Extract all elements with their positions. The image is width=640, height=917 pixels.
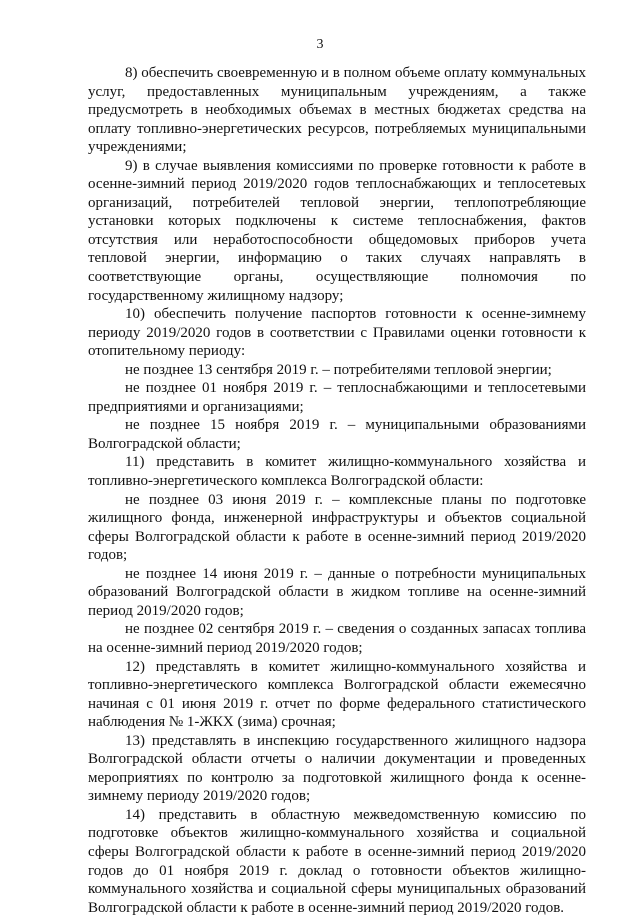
- deadline-heat-consumers: не позднее 13 сентября 2019 г. – потребителями тепловой энергии;: [125, 361, 552, 378]
- paragraph-item-13: 13) представлять в инспекцию государственного жилищного надзора Волгоградской области отчеты о наличии документации и проведенных мероприятиях по контролю за подготовкой жилищного фонда к осенне-зимнему периоду 2019/2020 годов;: [88, 732, 586, 805]
- paragraph-item-8: 8) обеспечить своевременную и в полном объеме оплату коммунальных услуг, предоставленных муниципальным учреждениям, а также предусмотреть в необходимых объемах в местных бюджетах средства на оплату топливно-энергетических ресурсов, потребляемых муниципальными учреждениями;: [88, 65, 586, 156]
- page-number: 3: [316, 37, 324, 52]
- deadline-municipalities: не позднее 15 ноября 2019 г. – муниципальными образованиями Волгоградской области;: [88, 417, 586, 452]
- paragraph-item-14: 14) представить в областную межведомственную комиссию по подготовке объектов жилищно-коммунального хозяйства и социальной сферы Волгоградской области к работе в осенне-зимний период 2019/2020 годов до 01 ноября 2019 г. доклад о готовности объектов жилищно-коммунального хозяйства и социальной сферы муниципальных образований Волгоградской области к работе в осенне-зимний период 2019/2020 годов.: [88, 806, 586, 916]
- paragraph-item-9: 9) в случае выявления комиссиями по проверке готовности к работе в осенне-зимний период 2019/2020 годов теплоснабжающих и теплосетевых организаций, потребителей тепловой энергии, теплопотребляющие установки которых подключены к системе теплоснабжения, фактов отсутствия или неработоспособности общедомовых приборов учета тепловой энергии, информацию о таких случаях направлять в соответствующие органы, осуществляющие полномочия по государственному жилищному надзору;: [88, 157, 586, 304]
- deadline-complex-plans: не позднее 03 июня 2019 г. – комплексные планы по подготовке жилищного фонда, инженерной инфраструктуры и объектов социальной сферы Волгоградской области к работе в осенне-зимний период 2019/2020 годов;: [88, 491, 586, 564]
- paragraph-item-11: 11) представить в комитет жилищно-коммунального хозяйства и топливно-энергетического комплекса Волгоградской области:: [88, 454, 586, 490]
- deadline-liquid-fuel-needs: не позднее 14 июня 2019 г. – данные о потребности муниципальных образований Волгоградской области в жидком топливе на осенне-зимний период 2019/2020 годов;: [88, 565, 586, 619]
- deadline-fuel-reserves: не позднее 02 сентября 2019 г. – сведения о созданных запасах топлива на осенне-зимний период 2019/2020 годов;: [88, 621, 586, 656]
- deadline-heat-suppliers: не позднее 01 ноября 2019 г. – теплоснабжающими и теплосетевыми предприятиями и организациями;: [88, 380, 586, 415]
- paragraph-item-10: 10) обеспечить получение паспортов готовности к осенне-зимнему периоду 2019/2020 годов в соответствии с Правилами оценки готовности к отопительному периоду:: [88, 306, 586, 360]
- document-body: [88, 64, 586, 917]
- paragraph-item-12: 12) представлять в комитет жилищно-коммунального хозяйства и топливно-энергетического комплекса Волгоградской области ежемесячно начиная с 01 июня 2019 г. отчет по форме федерального статистического наблюдения № 1-ЖКХ (зима) срочная;: [88, 658, 586, 731]
